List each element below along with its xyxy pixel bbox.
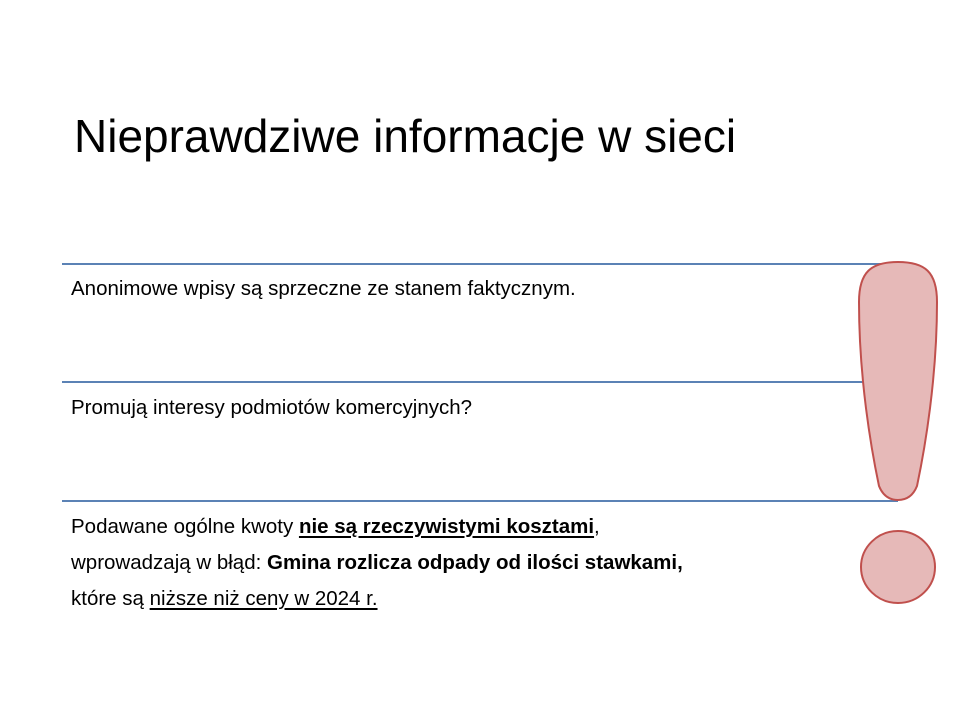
bullet-text-3 bbox=[71, 509, 851, 617]
exclamation-dot-shape bbox=[861, 531, 935, 603]
text-run: które są bbox=[71, 587, 150, 610]
emphasis-underlined-text: nie są rzeczywistymi kosztami bbox=[298, 515, 595, 538]
text-run: , bbox=[594, 515, 600, 538]
bullet-text-2: Promują interesy podmiotów komercyjnych? bbox=[71, 396, 473, 419]
bullet-text-1: Anonimowe wpisy są sprzeczne ze stanem faktycznym. bbox=[71, 277, 576, 300]
exclamation-mark-icon bbox=[855, 258, 941, 608]
exclamation-bar-shape bbox=[859, 262, 937, 500]
text-run: wprowadzają w błąd: bbox=[71, 551, 267, 574]
text-run: Podawane ogólne kwoty bbox=[71, 515, 299, 538]
slide-title: Nieprawdziwe informacje w sieci bbox=[74, 110, 737, 162]
divider-line bbox=[62, 381, 898, 383]
divider-line bbox=[62, 500, 898, 502]
underlined-text: niższe niż ceny w 2024 r. bbox=[149, 587, 378, 610]
divider-line bbox=[62, 263, 898, 265]
emphasis-bold-text: Gmina rozlicza odpady od ilości stawkami, bbox=[267, 551, 683, 574]
